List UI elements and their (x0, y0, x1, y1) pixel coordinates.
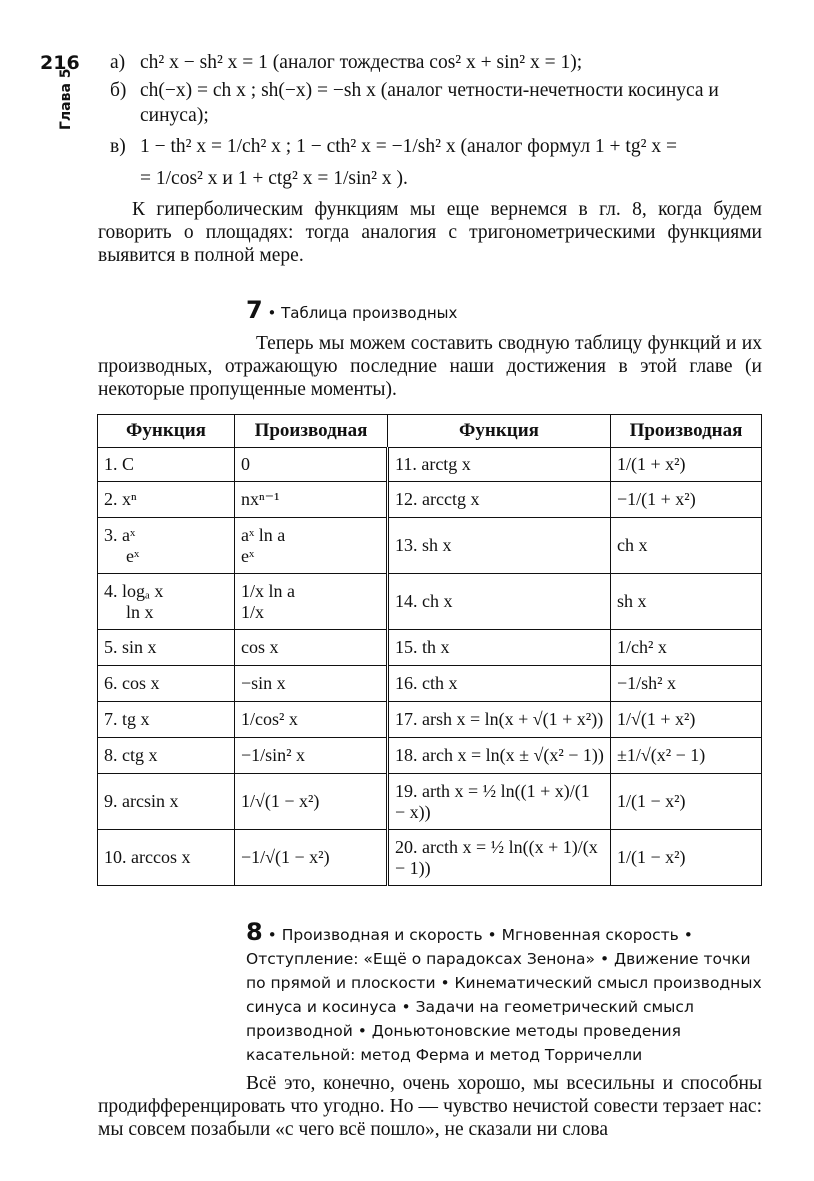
table-row (98, 574, 762, 630)
table-row (98, 630, 762, 666)
cell-function: 5. sin x (98, 630, 235, 666)
cell-function-line: 4. logₐ x (104, 580, 164, 601)
cell-derivative-line: 1/x (241, 601, 265, 622)
page-number: 216 (40, 52, 80, 74)
cell-function: 19. arth x = ½ ln((1 + x)/(1 − x)) (388, 774, 611, 830)
formula-b-line2: синуса); (140, 105, 209, 126)
cell-derivative (235, 518, 388, 574)
header-function-2: Функция (388, 415, 611, 448)
table-row (98, 448, 762, 482)
cell-function-line: 3. aˣ (104, 524, 136, 545)
cell-derivative: −1/sin² x (235, 738, 388, 774)
cell-derivative: 1/cos² x (235, 702, 388, 738)
cell-derivative: ±1/√(x² − 1) (611, 738, 762, 774)
cell-function (98, 574, 235, 630)
cell-function: 16. cth x (388, 666, 611, 702)
table-row (98, 518, 762, 574)
cell-function: 10. arccos x (98, 830, 235, 886)
cell-function: 8. ctg x (98, 738, 235, 774)
table-row (98, 830, 762, 886)
formula-a-marker: а) (110, 52, 126, 73)
table-row (98, 702, 762, 738)
paragraph-conclusion: Всё это, конечно, очень хорошо, мы всесильны и способны продифференцировать что угодно. Но — чувство нечистой совести терзает нас: мы совсем позабыли «с чего всё пошло», не сказали ни слова (98, 1073, 762, 1140)
cell-function: 17. arsh x = ln(x + √(1 + x²)) (388, 702, 611, 738)
header-derivative-2: Производная (611, 415, 762, 448)
cell-derivative: −1/sh² x (611, 666, 762, 702)
cell-function (98, 518, 235, 574)
cell-derivative-line: aˣ ln a (241, 524, 286, 545)
paragraph-hyperbolic: К гиперболическим функциям мы еще вернемся в гл. 8, когда будем говорить о площадях: тогда аналогия с тригонометрическими функциями выявится в полной мере. (98, 199, 762, 266)
cell-derivative: −1/√(1 − x²) (235, 830, 388, 886)
cell-function: 2. xⁿ (98, 482, 235, 518)
cell-function: 15. th x (388, 630, 611, 666)
derivative-table (97, 414, 762, 886)
cell-derivative: 1/√(1 + x²) (611, 702, 762, 738)
cell-derivative (235, 574, 388, 630)
cell-derivative: 1/(1 − x²) (611, 830, 762, 886)
cell-function: 6. cos x (98, 666, 235, 702)
formula-b-marker: б) (110, 80, 127, 101)
cell-derivative: −sin x (235, 666, 388, 702)
table-row (98, 666, 762, 702)
formula-a: ch² x − sh² x = 1 (аналог тождества cos² x + sin² x = 1); (140, 52, 583, 73)
header-derivative-1: Производная (235, 415, 388, 448)
cell-function: 14. ch x (388, 574, 611, 630)
cell-derivative: 1/(1 − x²) (611, 774, 762, 830)
cell-function-line: ln x (126, 601, 154, 622)
cell-function: 7. tg x (98, 702, 235, 738)
cell-function: 18. arch x = ln(x ± √(x² − 1)) (388, 738, 611, 774)
section-8-topics: • Производная и скорость • Мгновенная скорость • Отступление: «Ещё о парадоксах Зенона» • Движение точки по прямой и плоскости • Кинематический смысл производных синуса и косинуса • Задачи на геометрический смысл производной • Доньютоновские методы проведения касательной: метод Ферма и метод Торричелли (246, 926, 762, 1064)
cell-derivative: −1/(1 + x²) (611, 482, 762, 518)
cell-derivative-line: 1/x ln a (241, 580, 295, 601)
cell-derivative: sh x (611, 574, 762, 630)
cell-derivative-line: eˣ (241, 545, 255, 566)
cell-derivative: 1/ch² x (611, 630, 762, 666)
cell-function-line: eˣ (126, 545, 140, 566)
cell-function: 13. sh x (388, 518, 611, 574)
cell-function: 12. arcctg x (388, 482, 611, 518)
section-7-heading (246, 296, 457, 324)
formula-c-marker: в) (110, 136, 126, 157)
table-header-row (98, 415, 762, 448)
chapter-label: Глава 5 (58, 68, 74, 130)
paragraph-table-intro: Теперь мы можем составить сводную таблицу функций и их производных, отражающую последние наши достижения в этой главе (и некоторые пропущенные моменты). (98, 333, 762, 400)
cell-derivative: 0 (235, 448, 388, 482)
formula-c-line1: 1 − th² x = 1/ch² x ; 1 − cth² x = −1/sh² x (аналог формул 1 + tg² x = (140, 136, 677, 157)
formula-c-line2: = 1/cos² x и 1 + ctg² x = 1/sin² x ). (140, 168, 408, 189)
table-row (98, 482, 762, 518)
formula-b-line1: ch(−x) = ch x ; sh(−x) = −sh x (аналог четности-нечетности косинуса и (140, 80, 719, 101)
cell-derivative: nxⁿ⁻¹ (235, 482, 388, 518)
table-row (98, 774, 762, 830)
cell-derivative: 1/√(1 − x²) (235, 774, 388, 830)
header-function-1: Функция (98, 415, 235, 448)
cell-function: 11. arctg x (388, 448, 611, 482)
section-8-number: 8 (246, 918, 263, 946)
cell-derivative: ch x (611, 518, 762, 574)
table-row (98, 738, 762, 774)
cell-derivative: cos x (235, 630, 388, 666)
cell-function: 20. arcth x = ½ ln((x + 1)/(x − 1)) (388, 830, 611, 886)
cell-function: 1. C (98, 448, 235, 482)
cell-derivative: 1/(1 + x²) (611, 448, 762, 482)
section-8-heading (246, 920, 764, 1067)
cell-function: 9. arcsin x (98, 774, 235, 830)
section-7-title: • Таблица производных (267, 304, 458, 322)
section-7-number: 7 (246, 296, 263, 324)
